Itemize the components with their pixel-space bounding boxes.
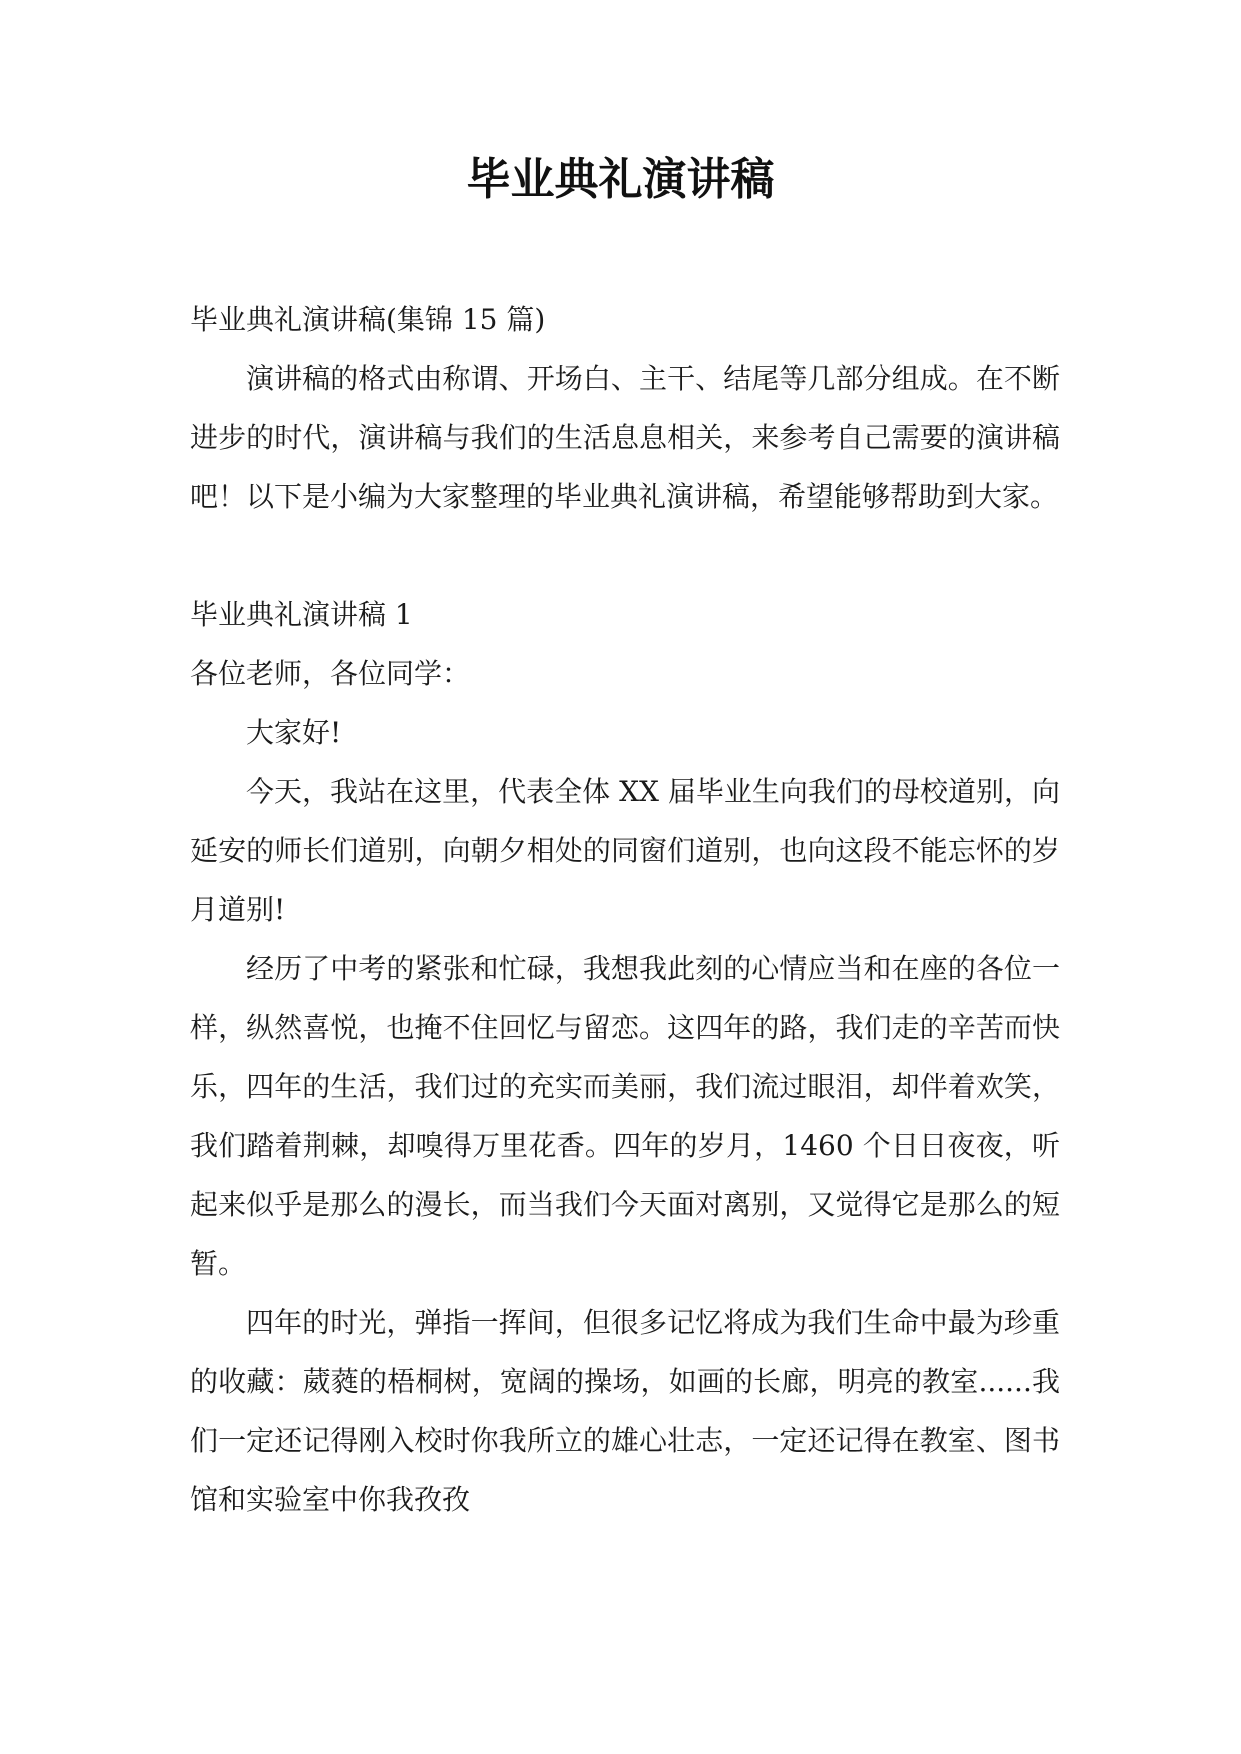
body-paragraph: 经历了中考的紧张和忙碌，我想我此刻的心情应当和在座的各位一样，纵然喜悦，也掩不住回忆与留恋。这四年的路，我们走的辛苦而快乐，四年的生活，我们过的充实而美丽，我们流过眼泪，却伴着欢笑，我们踏着荆棘，却嗅得万里花香。四年的岁月，1460 个日日夜夜，听起来似乎是那么的漫长，而当我们今天面对离别，又觉得它是那么的短暂。	[190, 952, 1060, 1280]
paragraph-spacer	[190, 526, 1060, 585]
body-paragraph: 今天，我站在这里，代表全体 XX 届毕业生向我们的母校道别，向延安的师长们道别，向朝夕相处的同窗们道别，也向这段不能忘怀的岁月道别!	[190, 775, 1060, 926]
salutation: 各位老师，各位同学：	[190, 657, 471, 690]
body-paragraph: 四年的时光，弹指一挥间，但很多记忆将成为我们生命中最为珍重的收藏：葳蕤的梧桐树，宽阔的操场，如画的长廊，明亮的教室......我们一定还记得刚入校时你我所立的雄心壮志，一定还记得在教室、图书馆和实验室中你我孜孜	[190, 1306, 1060, 1516]
intro-paragraph: 演讲稿的格式由称谓、开场白、主干、结尾等几部分组成。在不断进步的时代，演讲稿与我们的生活息息相关，来参考自己需要的演讲稿吧！以下是小编为大家整理的毕业典礼演讲稿，希望能够帮助到大家。	[190, 362, 1060, 513]
section-heading: 毕业典礼演讲稿 1	[190, 598, 413, 631]
document-title: 毕业典礼演讲稿	[466, 154, 775, 205]
greeting-paragraph: 大家好!	[246, 716, 342, 749]
collection-subtitle: 毕业典礼演讲稿(集锦 15 篇)	[190, 303, 546, 336]
document-body	[190, 290, 1060, 1529]
